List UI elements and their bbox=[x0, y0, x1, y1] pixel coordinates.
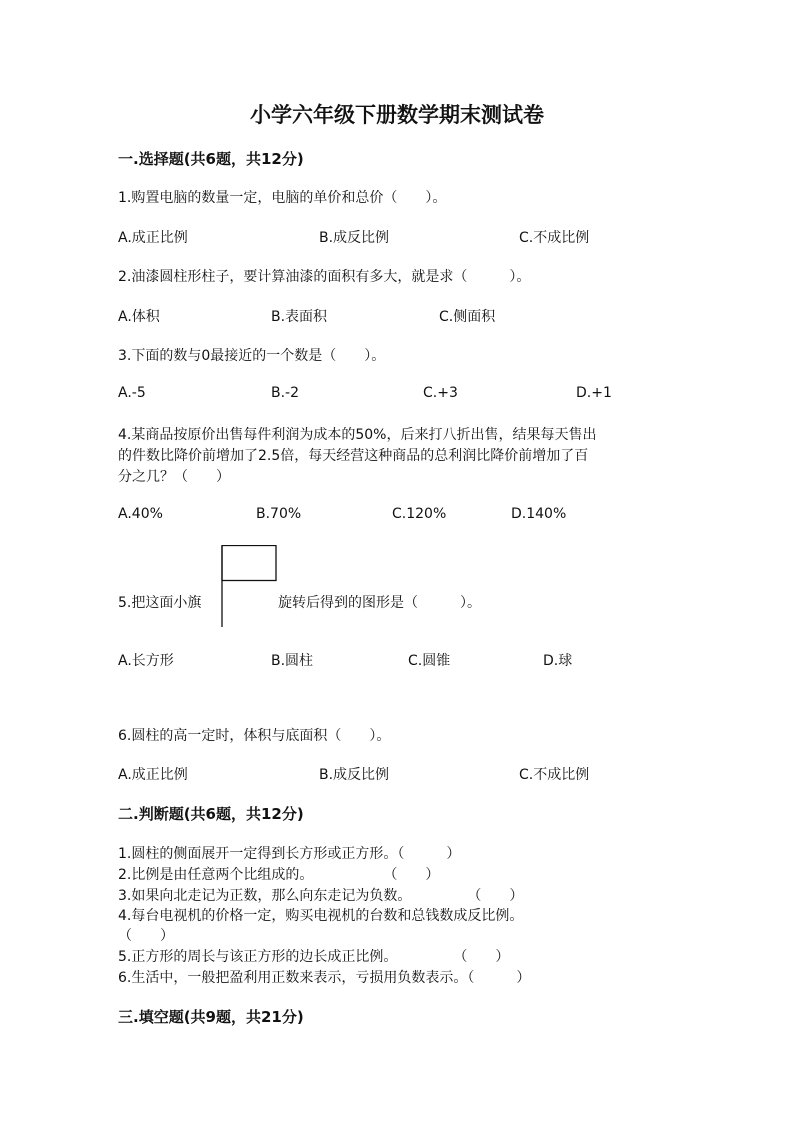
option: B.70% bbox=[256, 506, 302, 522]
flag-cloth bbox=[222, 546, 276, 581]
option: C.不成比例 bbox=[519, 767, 590, 783]
option: A.成正比例 bbox=[118, 230, 188, 246]
option: B.圆柱 bbox=[271, 653, 314, 669]
option: C.不成比例 bbox=[519, 230, 590, 246]
page-title: 小学六年级下册数学期末测试卷 bbox=[250, 102, 544, 127]
question-stem-line: 4.某商品按原价出售每件利润为成本的50%，后来打八折出售，结果每天售出 bbox=[118, 427, 597, 443]
option: D.140% bbox=[511, 506, 567, 522]
option: A.体积 bbox=[118, 309, 160, 325]
option: A.-5 bbox=[118, 385, 146, 401]
question-stem-line: 分之几？（ ） bbox=[118, 469, 230, 485]
judgement-item: 3.如果向北走记为正数，那么向东走记为负数。 （ ） bbox=[118, 888, 524, 904]
flag-figure bbox=[219, 545, 277, 627]
option: A.成正比例 bbox=[118, 767, 188, 783]
option: A.40% bbox=[118, 506, 163, 522]
question-stem: 2.油漆圆柱形柱子，要计算油漆的面积有多大，就是求（ ）。 bbox=[118, 269, 531, 285]
option: B.-2 bbox=[271, 385, 300, 401]
judgement-item: 2.比例是由任意两个比组成的。 （ ） bbox=[118, 867, 440, 883]
option: C.+3 bbox=[423, 385, 458, 401]
question-stem: 旋转后得到的图形是（ ）。 bbox=[278, 595, 481, 611]
option: C.圆锥 bbox=[408, 653, 451, 669]
option: C.120% bbox=[392, 506, 447, 522]
option: D.+1 bbox=[576, 385, 612, 401]
judgement-item: 5.正方形的周长与该正方形的边长成正比例。 （ ） bbox=[118, 949, 510, 965]
section-heading-choice: 一.选择题(共6题，共12分) bbox=[118, 150, 304, 168]
judgement-item: 6.生活中，一般把盈利用正数来表示，亏损用负数表示。（ ） bbox=[118, 970, 531, 986]
question-stem-line: 的件数比降价前增加了2.5倍，每天经营这种商品的总利润比降价前增加了百 bbox=[118, 448, 589, 464]
option: B.成反比例 bbox=[319, 230, 390, 246]
section-heading-fill: 三.填空题(共9题，共21分) bbox=[118, 1008, 304, 1026]
option: D.球 bbox=[543, 653, 573, 669]
judgement-item: 1.圆柱的侧面展开一定得到长方形或正方形。（ ） bbox=[118, 846, 461, 862]
question-stem: 5.把这面小旗 bbox=[118, 595, 202, 611]
judgement-item: （ ） bbox=[118, 928, 174, 944]
option: A.长方形 bbox=[118, 653, 174, 669]
question-stem: 6.圆柱的高一定时，体积与底面积（ ）。 bbox=[118, 728, 391, 744]
option: B.表面积 bbox=[271, 309, 328, 325]
option: C.侧面积 bbox=[439, 309, 496, 325]
question-stem: 1.购置电脑的数量一定，电脑的单价和总价（ ）。 bbox=[118, 190, 447, 206]
option: B.成反比例 bbox=[319, 767, 390, 783]
question-stem: 3.下面的数与0最接近的一个数是（ ）。 bbox=[118, 348, 386, 364]
judgement-item: 4.每台电视机的价格一定，购买电视机的台数和总钱数成反比例。 bbox=[118, 908, 524, 924]
section-heading-judgement: 二.判断题(共6题，共12分) bbox=[118, 805, 304, 823]
